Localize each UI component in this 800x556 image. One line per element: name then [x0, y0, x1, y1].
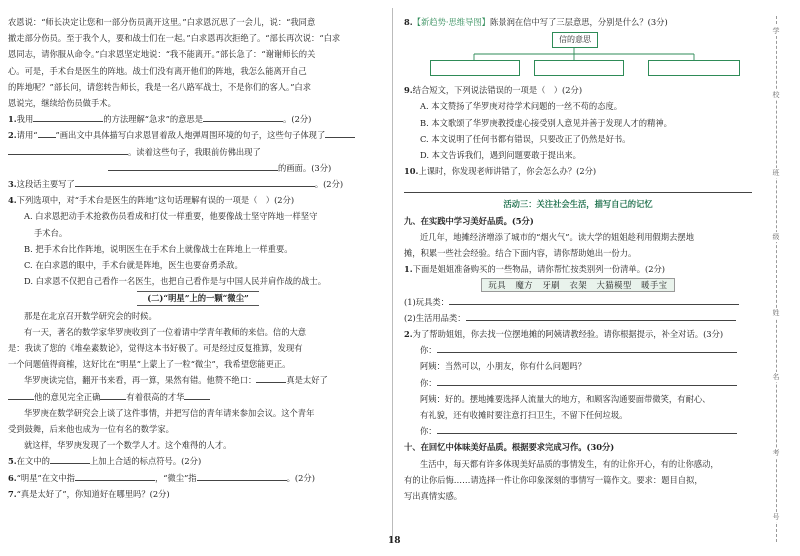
- story2-line: 有一天，著名的数学家华罗庚收到了一位着请中学青年教师的来信。信的大意: [24, 326, 307, 337]
- dialog-line: 你：: [404, 375, 752, 391]
- dialog-line: 你：: [404, 342, 752, 358]
- story-line: 心。可是，手术台是医生的阵地。战士们没有离开他们的阵地，我怎么能离开自己: [8, 65, 307, 76]
- story-line: 撤走部分伤员。至于我个人，要和战士们在一起。”白求恩再次拒绝了。“部长再次说：“白求: [8, 33, 341, 44]
- answer-blank[interactable]: [197, 471, 287, 481]
- mind-map-root: 信的意思: [552, 32, 598, 48]
- option-c[interactable]: C. 本文说明了任何书都有错误，只要改正了仍然是好书。: [420, 133, 631, 144]
- option-b[interactable]: B. 本文歌颂了华罗庚教授虚心接受别人意见并善于发现人才的精神。: [420, 117, 672, 128]
- intro-line: 近几年，地摊经济增添了城市的“烟火气”。读大学的姐姐趁利用假期去摆地: [420, 231, 694, 242]
- part-9-title: 九、在实践中学习美好品质。(5分): [404, 215, 534, 226]
- essay-line: 有的让你后悔……请选择一件让你印象深刻的事情写一篇作文。要求：题目自拟，: [404, 474, 703, 485]
- column-divider: [392, 8, 393, 543]
- answer-blank[interactable]: [8, 390, 34, 400]
- right-column: [404, 14, 752, 504]
- part-10-title: 十、在回忆中体味美好品质。根据要求完成习作。(30分): [404, 442, 615, 453]
- answer-blank[interactable]: [256, 373, 286, 383]
- sidebar-char: 学: [770, 26, 782, 36]
- question-2: 2.为了帮助姐姐，你去找一位摆地摊的阿姨请教经验。请你根据提示，补全对话。(3分): [404, 329, 724, 340]
- answer-blank[interactable]: [50, 454, 90, 464]
- sidebar-char: 考: [770, 448, 782, 458]
- answer-blank[interactable]: [75, 471, 155, 481]
- story2-line: 就这样，华罗庚发现了一个数学人才。这个难得的人才。: [24, 440, 232, 451]
- story-line: 恩说完，继续给伤员做手术。: [8, 98, 116, 109]
- dialog-line: 阿姨：好的。摆地摊要选择人流量大的地方，和顾客沟通要面带微笑，有耐心、: [420, 393, 711, 404]
- story2-line: 华罗庚读完信，翻开书来看，再一算，果然有错。他赞不绝口： 真是太好了: [24, 375, 328, 386]
- dialog-line: 阿姨：当然可以，小朋友，你有什么问题吗？: [420, 361, 586, 372]
- left-column: [8, 14, 388, 502]
- option-a[interactable]: A. 白求恩把动手术抢救伤员看成和打仗一样重要，他要像战士坚守阵地一样坚守: [24, 211, 318, 222]
- option-a[interactable]: A. 本文赞扬了华罗庚对待学术问题的一丝不苟的态度。: [420, 101, 623, 112]
- essay-line: 写出真情实感。: [404, 491, 463, 502]
- option-a-cont: 手术台。: [34, 227, 68, 238]
- option-c[interactable]: C. 在白求恩的眼中，手术台就是阵地，医生也要奋勇杀敌。: [24, 260, 243, 271]
- story2-line: 受到鼓舞，后来他也成为一位有名的数学家。: [8, 424, 174, 435]
- answer-blank[interactable]: [449, 295, 739, 305]
- sidebar-char: 级: [770, 232, 782, 242]
- essay-line: 生活中，每天都有许多体现美好品质的事情发生，有的让你开心，有的让你感动，: [420, 458, 719, 469]
- answer-blank[interactable]: [184, 390, 210, 400]
- option-b[interactable]: B. 把手术台比作阵地，说明医生在手术台上就像战士在阵地上一样重要。: [24, 243, 293, 254]
- toy-row: (1)玩具类：: [404, 294, 752, 310]
- answer-blank[interactable]: [437, 424, 737, 434]
- item-strip: [404, 277, 752, 293]
- story-line: 恩同志，请你服从命令。”白求恩坚定地说：“我不能离开。”部长急了：“谢谢师长的关: [8, 49, 316, 60]
- option-d[interactable]: D. 本文告诉我们，遇到问题要敢于提出来。: [420, 150, 581, 161]
- activity-3-title: 活动三：关注社会生活，描写自己的记忆: [503, 199, 653, 210]
- story2-line: 是：我读了您的《堆垒素数论》，觉得这本书好极了。可是经过反复推算，发现有: [8, 343, 303, 354]
- question-1: 1.下面是姐姐准备购买的一些物品，请你帮忙按类别列一份清单。(2分): [404, 264, 666, 275]
- question-4: 4.下列选项中，对“手术台是医生的阵地”这句话理解有误的一项是（ ）(2分): [8, 195, 295, 206]
- story2-line: 他的意见完全正确 有着很高的才华: [8, 389, 388, 405]
- sidebar-char: 号: [770, 512, 782, 522]
- question-8: 8.【新趋势·思维导图】陈景润在信中写了三层意思，分别是什么？(3分): [404, 17, 668, 27]
- question-5: 5.在文中的 上加上合适的标点符号。(2分): [8, 456, 202, 467]
- sidebar-char: 班: [770, 168, 782, 178]
- answer-blank[interactable]: [75, 177, 315, 187]
- question-2-cont: 。读着这些句子，我眼前仿佛出现了: [8, 144, 388, 160]
- intro-line: 摊，积累一些社会经验。结合下面内容，请你帮助她出一份力。: [404, 248, 637, 259]
- answer-blank[interactable]: [100, 390, 126, 400]
- mind-map-answer-box[interactable]: [430, 60, 520, 76]
- trend-tag: 【新趋势·思维导图】: [412, 17, 490, 27]
- question-7: 7.“真是太好了”，你知道好在哪里吗？(2分): [8, 488, 170, 499]
- answer-blank[interactable]: [437, 376, 737, 386]
- mind-map-answer-box[interactable]: [648, 60, 740, 76]
- mind-map: [404, 32, 752, 78]
- sidebar-char: 名: [770, 372, 782, 382]
- question-2-cont: 的画面。(3分): [8, 160, 388, 176]
- answer-blank[interactable]: [466, 311, 736, 321]
- answer-blank[interactable]: [108, 161, 278, 171]
- story2-line: 那是在北京召开数学研究会的时候。: [24, 310, 157, 321]
- answer-line[interactable]: [404, 180, 752, 193]
- sidebar-char: 姓: [770, 308, 782, 318]
- section-2-title: (二)“明星”上的一颗“微尘”: [8, 290, 388, 306]
- story-line: 的阵地呢？”部长问，请您转告师长，我是一名八路军战士，不是你们的客人。”白求: [8, 81, 312, 92]
- answer-blank[interactable]: [8, 145, 128, 155]
- option-d[interactable]: D. 白求恩不仅把自己看作一名医生，也把自己看作是与中国人民并肩作战的战士。: [24, 276, 327, 287]
- answer-blank[interactable]: [33, 112, 103, 122]
- story-line: 农恩说：“师长决定让您和一部分伤员离开这里。”白求恩沉思了一会儿，说：“我同意: [8, 17, 316, 27]
- life-row: (2)生活用品类：: [404, 310, 752, 326]
- dialog-line: 有礼貌，还有收摊时要注意打扫卫生，不留下任何垃圾。: [420, 410, 628, 421]
- question-1: 1.我用 的方法理解“急求”的意思是 。(2分): [8, 114, 312, 125]
- dialog-line: 你：: [404, 423, 752, 439]
- story2-line: 一个问题值得商榷，这好比在“明星”上蒙上了一粒“微尘”，我希望您能更正。: [8, 359, 291, 370]
- answer-blank[interactable]: [325, 128, 355, 138]
- sidebar-char: 校: [770, 90, 782, 100]
- answer-blank[interactable]: [38, 128, 56, 138]
- question-10: 10.上课时，你发现老师讲错了，你会怎么办？(2分): [404, 166, 597, 177]
- answer-blank[interactable]: [203, 112, 283, 122]
- question-3: 3.这段话主要写了 。(2分): [8, 179, 344, 190]
- question-6: 6.“明星”在文中指 ，“微尘”指 。(2分): [8, 472, 315, 483]
- answer-blank[interactable]: [437, 343, 737, 353]
- question-2: 2.请用“ ”画出文中具体描写白求恩冒着敌人炮弹周围环境的句子，这些句子体现了: [8, 127, 388, 143]
- binding-margin: [760, 8, 794, 548]
- story2-line: 华罗庚在数学研究会上谈了这件事情，并把写信的青年请来参加会议。这个青年: [24, 407, 315, 418]
- mind-map-answer-box[interactable]: [534, 60, 624, 76]
- question-9: 9.结合短文，下列说法错误的一项是（ ）(2分): [404, 85, 583, 96]
- page-number: 18: [388, 536, 401, 546]
- item-list: 玩具 魔方 牙刷 衣架 大猫模型 暖手宝: [481, 278, 674, 292]
